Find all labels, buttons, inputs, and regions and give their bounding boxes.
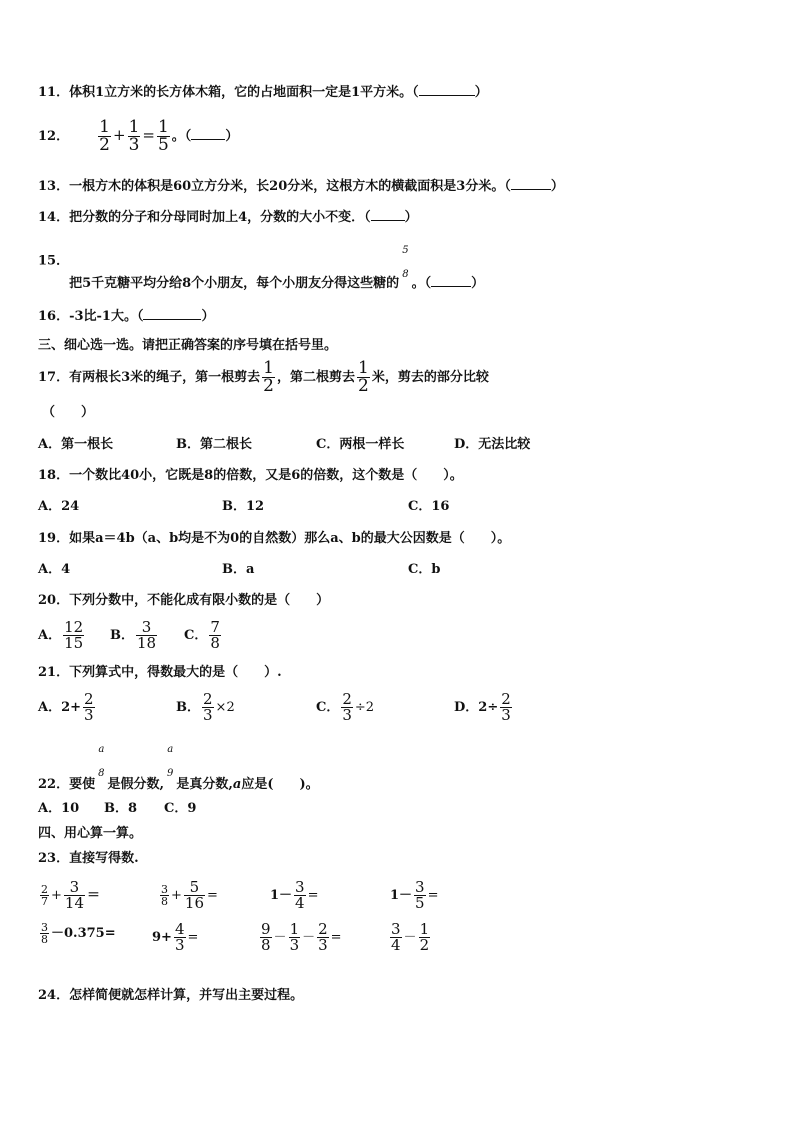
fraction: $\frac{1}{2}$ [99, 117, 110, 155]
question-24 [38, 988, 303, 1004]
question-text: -3比-1大。（ [69, 309, 144, 324]
calc-item[interactable]: 9+ $\frac{4}{3}$ = [152, 920, 199, 954]
question-18 [38, 468, 463, 484]
question-text: 如果a＝4b（a、b均是不为0的自然数）那么a、b的最大公因数是（ ）。 [69, 531, 511, 546]
answer-blank[interactable] [419, 83, 475, 96]
option-c[interactable]: C．16 [408, 499, 450, 514]
calc-item[interactable]: $\frac{3}{4}$ － $\frac{1}{2}$ [391, 920, 430, 954]
option-c[interactable]: C． $\frac{7}{8}$ [184, 618, 220, 652]
question-number: 22． [38, 776, 70, 792]
question-text: 体积1立方米的长方体木箱，它的占地面积一定是1平方米。（ [69, 85, 419, 100]
option-b[interactable]: B． $\frac{2}{3}$ ×2 [176, 690, 235, 724]
question-text: 一根方木的体积是60立方分米，长20分米，这根方木的横截面积是3分米。（ [69, 179, 511, 194]
question-number: 20． [38, 593, 70, 608]
calc-item[interactable]: 1－ $\frac{3}{5}$ = [390, 878, 439, 912]
answer-paren[interactable]: （ ） [42, 405, 95, 420]
question-14: 14．把分数的分子和分母同时加上4，分数的大小不变．（ ） [38, 210, 418, 225]
section-heading: 四、用心算一算。 [38, 826, 143, 841]
question-number: 18． [38, 468, 70, 483]
fraction: 5 8 [402, 245, 409, 280]
question-15: 15．把5千克糖平均分给8个小朋友，每个小朋友分得这些糖的 5 8 。（ ） [38, 245, 485, 291]
question-20 [38, 593, 329, 609]
question-16: 16．-3比-1大。（ ） [38, 309, 215, 324]
question-21 [38, 665, 282, 681]
fraction: $\frac{1}{2}$ [357, 358, 369, 396]
question-text: 下列分数中，不能化成有限小数的是（ ） [69, 593, 330, 608]
calc-item[interactable]: $\frac{2}{7}$ + $\frac{3}{14}$ ＝ [41, 878, 101, 912]
fraction: $\frac{2}{3}$ [342, 690, 352, 724]
question-number: 17． [38, 370, 70, 385]
question-text: 一个数比40小，它既是8的倍数，又是6的倍数，这个数是（ ）。 [69, 468, 463, 483]
calc-item[interactable]: $\frac{3}{8}$ + $\frac{5}{16}$ = [161, 878, 218, 912]
option-b[interactable]: B．a [222, 562, 255, 577]
option-c[interactable]: C． $\frac{2}{3}$ ÷2 [316, 690, 375, 724]
fraction: $\frac{2}{3}$ [203, 690, 213, 724]
question-number: 23． [38, 851, 70, 866]
option-b[interactable]: B．第二根长 [176, 437, 252, 452]
option-a[interactable]: A．10 [38, 801, 80, 816]
question-number: 16． [38, 309, 70, 324]
question-number: 14． [38, 210, 70, 225]
fraction: $\frac{1}{3}$ [128, 117, 140, 155]
question-23 [38, 851, 139, 867]
fraction: $\frac{2}{3}$ [84, 690, 94, 724]
fraction: a 9 [167, 744, 174, 779]
option-a[interactable]: A．第一根长 [38, 437, 114, 452]
question-text: 怎样简便就怎样计算，并写出主要过程。 [69, 988, 304, 1003]
question-13: 13．一根方木的体积是60立方分米，长20分米，这根方木的横截面积是3分米。（ ） [38, 179, 564, 194]
question-22: 22．要使 a 8 是假分数, a 9 是真分数,a应是( )。 [38, 744, 319, 792]
question-number: 12． [38, 129, 70, 144]
fraction: $\frac{2}{3}$ [501, 690, 511, 724]
close-paren: ） [474, 85, 488, 100]
question-text: 把5千克糖平均分给8个小朋友，每个小朋友分得这些糖的 [69, 275, 400, 291]
option-a[interactable]: A．4 [38, 562, 71, 577]
question-number: 21． [38, 665, 70, 680]
option-c[interactable]: C．b [408, 562, 441, 577]
question-text: 下列算式中，得数最大的是（ ）. [69, 665, 282, 680]
answer-blank[interactable] [191, 127, 225, 140]
question-text: 直接写得数. [69, 851, 139, 866]
answer-blank[interactable] [371, 208, 405, 221]
option-a[interactable]: A．2+ $\frac{2}{3}$ [38, 690, 94, 724]
option-d[interactable]: D．2÷ $\frac{2}{3}$ [454, 690, 511, 724]
question-17: 17．有两根长3米的绳子，第一根剪去 $\frac{1}{2}$ ，第二根剪去 $\frac{1}{2}$ 米，剪去的部分比较 [38, 358, 489, 396]
question-12: 12． $\frac{1}{2}$ + $\frac{1}{3}$ = $\frac{1}{5}$ 。（ ） [38, 117, 239, 155]
answer-blank[interactable] [143, 307, 201, 320]
option-c[interactable]: C．两根一样长 [316, 437, 405, 452]
fraction: $\frac{1}{2}$ [263, 358, 274, 396]
option-a[interactable]: A． $\frac{12}{15}$ [38, 618, 84, 652]
question-11 [38, 83, 488, 101]
option-c[interactable]: C．9 [164, 801, 197, 816]
section-heading: 三、细心选一选。请把正确答案的序号填在括号里。 [38, 338, 338, 353]
fraction: $\frac{3}{18}$ [137, 618, 157, 652]
calc-item[interactable]: $\frac{3}{8}$ －0.375= [41, 921, 116, 946]
question-number: 19． [38, 531, 70, 546]
question-number: 11． [38, 85, 70, 100]
question-number: 13． [38, 179, 70, 194]
option-b[interactable]: B． $\frac{3}{18}$ [110, 618, 157, 652]
question-number: 15． [38, 253, 70, 269]
fraction: $\frac{12}{15}$ [64, 618, 84, 652]
calc-item[interactable]: 1－ $\frac{3}{4}$ = [270, 878, 319, 912]
option-b[interactable]: B．12 [222, 499, 265, 514]
option-a[interactable]: A．24 [38, 499, 80, 514]
answer-blank[interactable] [431, 274, 471, 287]
option-b[interactable]: B．8 [104, 801, 138, 816]
fraction: $\frac{1}{5}$ [157, 117, 169, 155]
fraction: a 8 [98, 744, 105, 779]
question-number: 24． [38, 988, 70, 1003]
question-text: 把分数的分子和分母同时加上4，分数的大小不变．（ [69, 210, 371, 225]
fraction: $\frac{7}{8}$ [210, 618, 220, 652]
answer-blank[interactable] [511, 177, 551, 190]
option-d[interactable]: D．无法比较 [454, 437, 531, 452]
calc-item[interactable]: $\frac{9}{8}$ － $\frac{1}{3}$ － $\frac{2}{3}$ = [261, 920, 342, 954]
question-19 [38, 531, 510, 547]
